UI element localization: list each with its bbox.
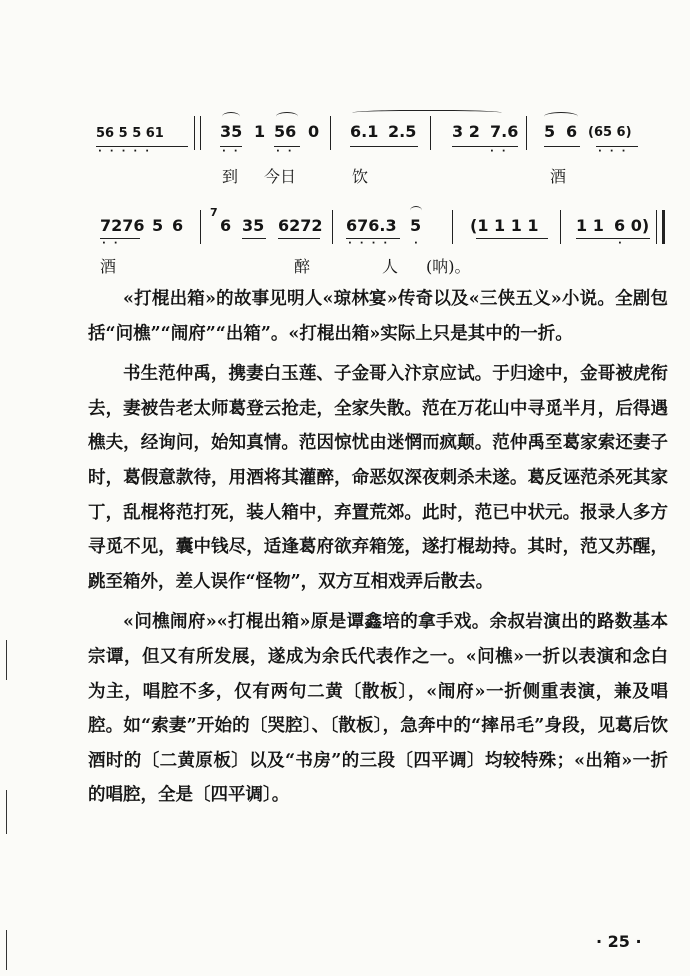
note-group: 676.3 <box>346 216 397 235</box>
scan-margin-line <box>6 790 7 834</box>
barline <box>330 116 331 150</box>
note-group: 6 <box>566 122 578 141</box>
barline <box>332 210 333 244</box>
article-body <box>88 282 668 813</box>
lyric: 酒 <box>550 167 567 186</box>
note-group: 6 <box>172 216 184 235</box>
octave-dots: ···· <box>348 238 396 249</box>
barline <box>200 116 201 150</box>
note-group: 7.6 <box>490 122 519 141</box>
lyric: 酒 <box>100 257 117 276</box>
paragraph: «问樵闹府»«打棍出箱»原是谭鑫培的拿手戏。余叔岩演出的路数基本宗谭，但又有所发展，遂成为余氏代表作之一。«问樵»一折以表演和念白为主，唱腔不多，仅有两句二黄〔散板〕，«闹府»一折侧重表演，兼及唱腔。如“索妻”开始的〔哭腔〕、〔散板〕，急奔中的“摔吊毛”身段，见葛后饮酒时的〔二黄原板〕以及“书房”的三段〔四平调〕均较特殊；«出箱»一折的唱腔，全是〔四平调〕。 <box>88 612 668 806</box>
note-group: 7276 <box>100 216 145 235</box>
lyric: (呐)。 <box>426 257 471 276</box>
slur-mark <box>410 206 422 215</box>
slur-mark <box>222 112 240 121</box>
note-group: 1 <box>254 122 266 141</box>
note-group: 3 2 <box>452 122 480 141</box>
octave-dots: ·· <box>490 146 514 157</box>
note-group: 1 1 <box>576 216 604 235</box>
note-group: 56 5 5 61 <box>96 126 164 141</box>
note-group: 56 <box>274 122 297 141</box>
lyric: 今日 <box>264 167 297 186</box>
note-group: 6272 <box>278 216 323 235</box>
note-group: 5 <box>152 216 164 235</box>
beam-line <box>576 238 650 239</box>
page-number: · 25 · <box>596 932 642 951</box>
scan-margin-line <box>6 640 7 680</box>
beam-line <box>476 238 548 239</box>
note-group: 5 <box>544 122 556 141</box>
slur-mark <box>544 112 578 121</box>
beam-line <box>544 146 580 147</box>
barline <box>452 210 453 244</box>
barline <box>560 210 561 244</box>
beam-line <box>350 146 418 147</box>
barline <box>194 116 195 150</box>
scan-margin-line <box>6 930 7 970</box>
lyric: 到 <box>222 167 239 186</box>
note-group: (65 6) <box>588 125 632 140</box>
score-notes-row-2 <box>96 206 666 256</box>
lyric: 人 <box>382 257 399 276</box>
final-barline <box>662 210 665 244</box>
note-group: 35 <box>242 216 265 235</box>
note-group: 5 <box>410 216 422 235</box>
note-group: 35 <box>220 122 243 141</box>
slur-mark <box>352 110 502 117</box>
octave-dots: ·· <box>222 146 246 157</box>
note-group: 6 <box>220 216 232 235</box>
note-group: 0 <box>308 122 320 141</box>
slur-mark <box>276 112 298 121</box>
paragraph: 书生范仲禹，携妻白玉莲、子金哥入汴京应试。于归途中，金哥被虎衔去，妻被告老太师葛登云抢走，全家失散。范在万花山中寻觅半月，后得遇樵夫，经询问，始知真情。范因惊忧由迷惘而疯颠。范仲禹至葛家索还妻子时，葛假意款待，用酒将其灌醉，命恶奴深夜刺杀未遂。葛反诬范杀死其家丁，乱棍将范打死，装人箱中，弃置荒郊。此时，范已中状元。报录人多方寻觅不见，囊中钱尽，适逢葛府欲弃箱笼，遂打棍劫持。其时，范又苏醒，跳至箱外，差人误作“怪物”，双方互相戏弄后散去。 <box>88 364 668 592</box>
octave-dots: ····· <box>98 146 157 157</box>
note-group: 6.1 <box>350 122 379 141</box>
barline <box>656 210 657 244</box>
octave-dots: ·· <box>276 146 300 157</box>
paragraph: «打棍出箱»的故事见明人«琼林宴»传奇以及«三侠五义»小说。全剧包括“问樵”“闹府”“出箱”。«打棍出箱»实际上只是其中的一折。 <box>88 289 668 344</box>
beam-line <box>242 238 266 239</box>
note-group: (1 1 1 1 <box>470 216 539 235</box>
barline <box>526 116 527 150</box>
barline <box>200 210 201 244</box>
octave-dots: ··· <box>598 146 634 157</box>
lyric: 醉 <box>294 257 311 276</box>
grace-note: 7 <box>210 206 218 219</box>
lyric: 饮 <box>352 167 369 186</box>
octave-dots: · <box>414 238 426 249</box>
beam-line <box>278 238 320 239</box>
score-notes-row-1 <box>96 122 666 162</box>
octave-dots: · <box>618 238 630 249</box>
barline <box>430 116 431 150</box>
note-group: 6 0) <box>614 216 650 235</box>
octave-dots: ·· <box>102 238 126 249</box>
note-group: 2.5 <box>388 122 417 141</box>
